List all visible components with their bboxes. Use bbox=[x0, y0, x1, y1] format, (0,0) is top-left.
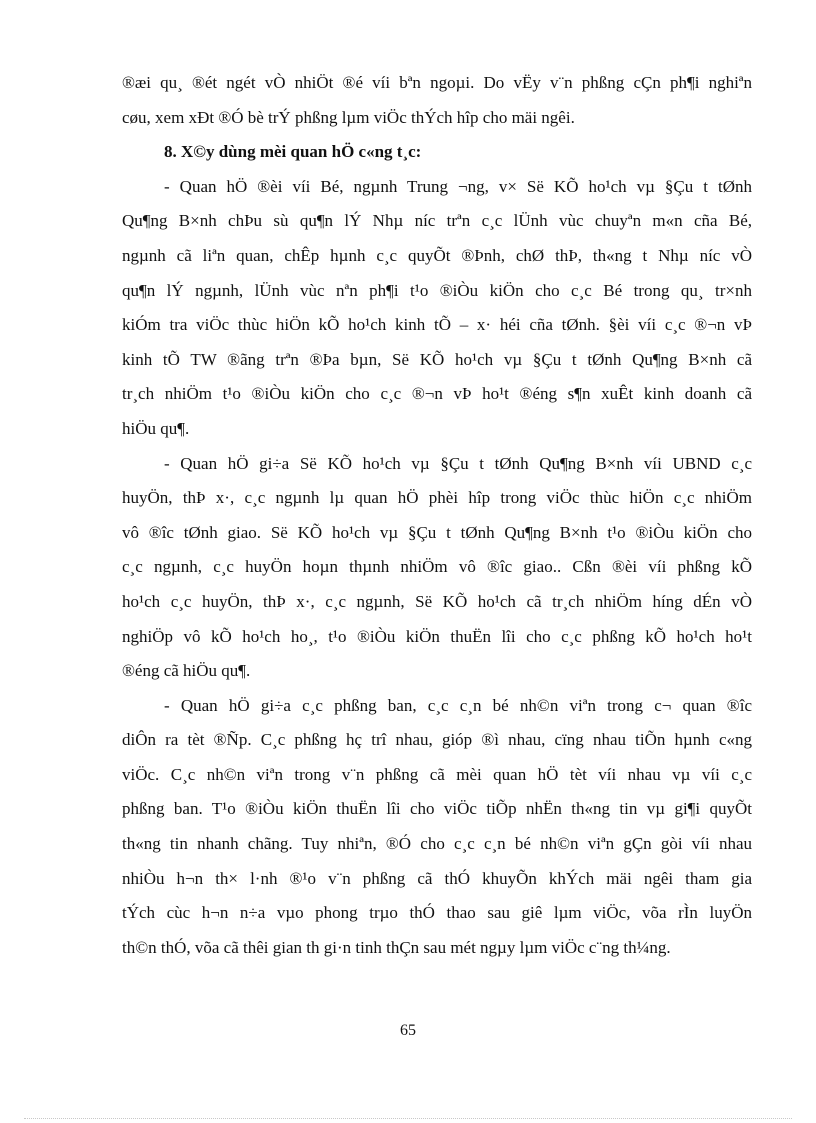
text-line: vô ®îc tØnh giao. Së KÕ ho¹ch vµ §Çu t tØnh Qu¶ng B×nh t¹o ®iÒu kiÖn cho bbox=[122, 522, 752, 542]
text-line: - Quan hÖ gi÷a Së KÕ ho¹ch vµ §Çu t tØnh Qu¶ng B×nh víi UBND c¸c bbox=[164, 453, 752, 473]
text-line: tÝch cùc h¬n n÷a vµo phong trµo thÓ thao sau giê lµm viÖc, võa rÌn luyÖn bbox=[122, 903, 752, 923]
text-line: qu¶n lÝ ngµnh, lÜnh vùc nªn ph¶i t¹o ®iÒu kiÖn cho c¸c Bé trong qu¸ tr×nh bbox=[122, 280, 752, 300]
text-line: cøu, xem xÐt ®Ó bè trÝ phßng lµm viÖc thÝch hîp cho mäi ngêi. bbox=[122, 107, 575, 127]
text-line: ®æi qu¸ ®ét ngét vÒ nhiÖt ®é víi bªn ngoµi. Do vËy v¨n phßng cÇn ph¶i nghiªn bbox=[122, 73, 752, 92]
text-line: diÔn ra tèt ®Ñp. C¸c phßng hç trî nhau, gióp ®ì nhau, cïng nhau tiÕn hµnh c«ng bbox=[122, 730, 752, 750]
text-line: th«ng tin nhanh chãng. Tuy nhiªn, ®Ó cho c¸c c¸n bé nh©n viªn gÇn gòi víi nhau bbox=[122, 834, 752, 854]
text-line: viÖc. C¸c nh©n viªn trong v¨n phßng cã mèi quan hÖ tèt víi nhau vµ víi c¸c bbox=[122, 764, 752, 784]
text-line: - Quan hÖ gi÷a c¸c phßng ban, c¸c c¸n bé nh©n viªn trong c¬ quan ®îc bbox=[164, 695, 752, 715]
text-line: nghiÖp vô kÕ ho¹ch ho¸, t¹o ®iÒu kiÖn thuËn lîi cho c¸c phßng kÕ ho¹ch ho¹t bbox=[122, 626, 752, 646]
text-line: ®éng cã hiÖu qu¶. bbox=[122, 661, 251, 681]
section-heading: 8. X©y dùng mèi quan hÖ c«ng t¸c: bbox=[164, 142, 422, 162]
text-line: th©n thÓ, võa cã thêi gian th gi·n tinh thÇn sau mét ngµy lµm viÖc c¨ng th¼ng. bbox=[122, 937, 671, 957]
page-bottom-divider bbox=[24, 1118, 792, 1119]
text-line: tr¸ch nhiÖm t¹o ®iÒu kiÖn cho c¸c ®¬n vÞ ho¹t ®éng s¶n xuÊt kinh doanh cã bbox=[122, 384, 752, 404]
text-line: huyÖn, thÞ x·, c¸c ngµnh lµ quan hÖ phèi hîp trong viÖc thùc hiÖn c¸c nhiÖm bbox=[122, 488, 752, 508]
text-line: nhiÒu h¬n th× l·nh ®¹o v¨n phßng cã thÓ khuyÕn khÝch mäi ngêi tham gia bbox=[122, 868, 752, 888]
text-line: kiÓm tra viÖc thùc hiÖn kÕ ho¹ch kinh tÕ – x· héi cña tØnh. §èi víi c¸c ®¬n vÞ bbox=[122, 315, 752, 335]
body-text bbox=[122, 66, 752, 965]
text-line: Qu¶ng B×nh chÞu sù qu¶n lÝ Nhµ níc trªn c¸c lÜnh vùc chuyªn m«n cña Bé, bbox=[122, 211, 752, 231]
text-line: c¸c ngµnh, c¸c huyÖn hoµn thµnh nhiÖm vô ®îc giao.. Cßn ®èi víi phßng kÕ bbox=[122, 557, 752, 577]
text-line: ngµnh cã liªn quan, chÊp hµnh c¸c quyÕt ®Þnh, chØ thÞ, th«ng t Nhµ níc vÒ bbox=[122, 245, 752, 265]
page-number: 65 bbox=[400, 1022, 416, 1039]
text-line: kinh tÕ TW ®ãng trªn ®Þa bµn, Së KÕ ho¹ch vµ §Çu t tØnh Qu¶ng B×nh cã bbox=[122, 349, 752, 369]
text-line: hiÖu qu¶. bbox=[122, 418, 190, 438]
text-line: phßng ban. T¹o ®iÒu kiÖn thuËn lîi cho viÖc tiÕp nhËn th«ng tin vµ gi¶i quyÕt bbox=[122, 799, 752, 819]
text-line: ho¹ch c¸c huyÖn, thÞ x·, c¸c ngµnh, Së KÕ ho¹ch cã tr¸ch nhiÖm híng dÉn vÒ bbox=[122, 591, 752, 611]
text-line: - Quan hÖ ®èi víi Bé, ngµnh Trung ¬ng, v× Së KÕ ho¹ch vµ §Çu t tØnh bbox=[164, 176, 752, 196]
